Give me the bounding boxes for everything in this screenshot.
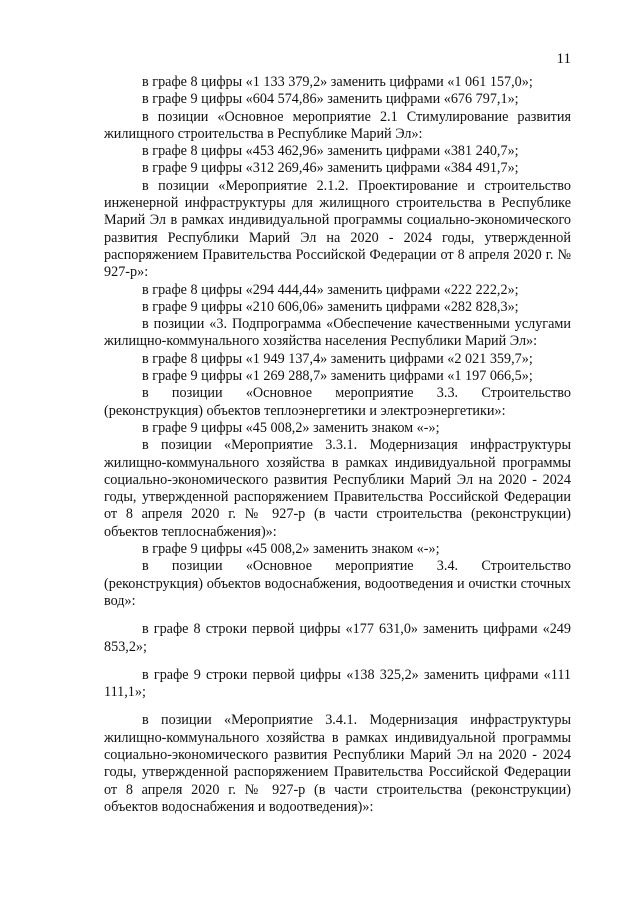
paragraph: в графе 9 цифры «312 269,46» заменить цифрами «384 491,7»; [142, 160, 519, 177]
paragraph: в графе 8 цифры «453 462,96» заменить цифрами «381 240,7»; [142, 143, 519, 160]
paragraph: в графе 9 строки первой цифры «138 325,2» заменить цифрами «111 111,1»; [104, 666, 571, 701]
paragraph: в графе 9 цифры «45 008,2» заменить знаком «-»; [142, 419, 440, 436]
page-number: 11 [556, 51, 571, 67]
paragraph: в позиции «Мероприятие 3.4.1. Модернизация инфраструктуры жилищно-коммунального хозяйства в рамках индивидуальной программы социально-экономического развития Республики Марий Эл на 2020 - 2024 годы, утвержденной распоряжением Правительства Российской Федерации от 8 апреля 2020 г. № 927-р (в части строительства (реконструкции) объектов водоснабжения и водоотведения)»: [104, 712, 571, 815]
paragraph: в позиции «Основное мероприятие 3.4. Строительство (реконструкция) объектов водоснабжения, водоотведения и очистки сточных вод»: [104, 558, 571, 609]
paragraph: в позиции «Основное мероприятие 2.1 Стимулирование развития жилищного строительства в Республике Марий Эл»: [104, 108, 571, 142]
paragraph: в графе 8 строки первой цифры «177 631,0» заменить цифрами «249 853,2»; [104, 621, 571, 655]
paragraph: в графе 9 цифры «1 269 288,7» заменить цифрами «1 197 066,5»; [142, 368, 533, 385]
paragraph: в графе 9 цифры «210 606,06» заменить цифрами «282 828,3»; [142, 298, 519, 315]
paragraph: в позиции «Мероприятие 2.1.2. Проектирование и строительство инженерной инфраструктуры для жилищного строительства в Республике Марий Эл в рамках индивидуальной программы социально-экономического развития Республики Марий Эл на 2020 - 2024 годы, утвержденной распоряжением Правительства Российской Федерации от 8 апреля 2020 г. № 927-р»: [104, 177, 571, 281]
paragraph: в графе 8 цифры «294 444,44» заменить цифрами «222 222,2»; [142, 281, 519, 298]
paragraph: в графе 9 цифры «604 574,86» заменить цифрами «676 797,1»; [142, 91, 519, 108]
paragraph: в графе 8 цифры «1 133 379,2» заменить цифрами «1 061 157,0»; [142, 74, 533, 90]
paragraph: в позиции «Основное мероприятие 3.3. Строительство (реконструкция) объектов теплоэнергетики и электроэнергетики»: [104, 385, 571, 419]
paragraph: в графе 9 цифры «45 008,2» заменить знаком «-»; [142, 541, 440, 558]
paragraph: в графе 8 цифры «1 949 137,4» заменить цифрами «2 021 359,7»; [142, 350, 533, 367]
paragraph: в позиции «Мероприятие 3.3.1. Модернизация инфраструктуры жилищно-коммунального хозяйства в рамках индивидуальной программы социально-экономического развития Республики Марий Эл на 2020 - 2024 годы, утвержденной распоряжением Правительства Российской Федерации от 8 апреля 2020 г. № 927-р (в части строительства (реконструкции) объектов теплоснабжения)»: [104, 437, 571, 540]
document-body [104, 74, 571, 816]
paragraph: в позиции «3. Подпрограмма «Обеспечение качественными услугами жилищно-коммунального хозяйства населения Республики Марий Эл»: [104, 316, 571, 350]
